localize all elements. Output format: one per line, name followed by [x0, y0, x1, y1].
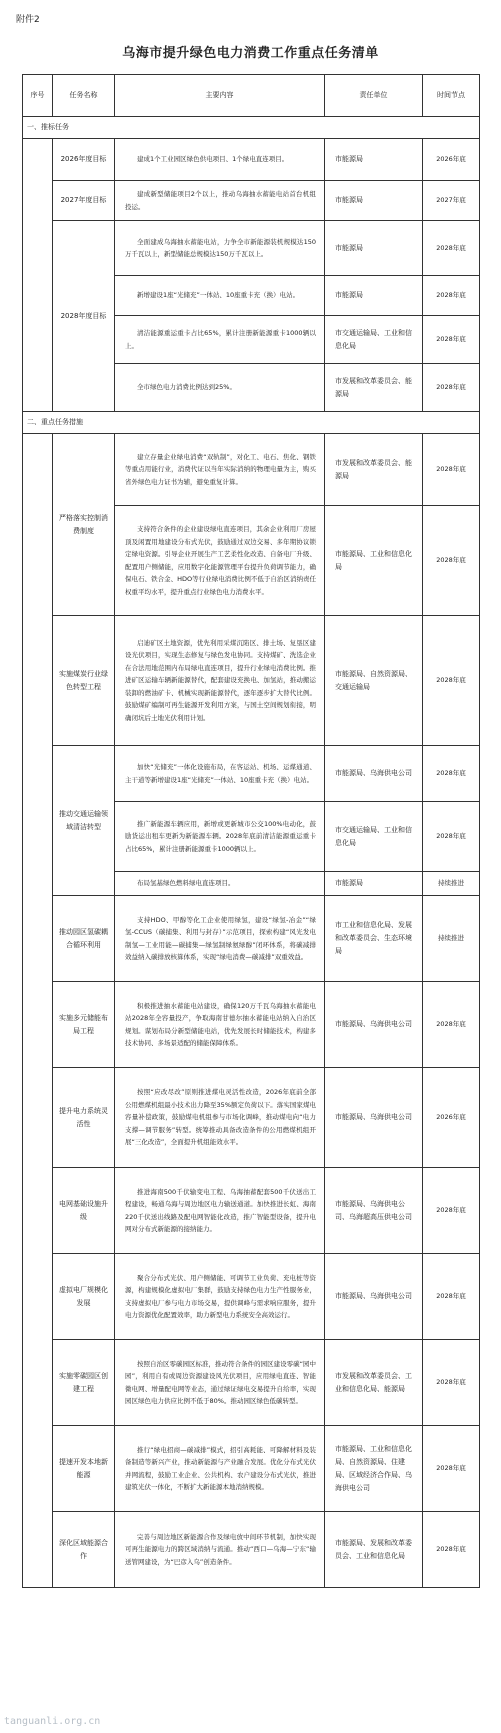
task-unit: 市能源局、乌海供电公司 [325, 1254, 423, 1340]
task-content: 清洁能源重运重卡占比65%，累计注册新能源重卡1000辆以上。 [115, 316, 325, 364]
task-unit: 市发展和改革委员会、能源局 [325, 434, 423, 506]
table-row [23, 1068, 480, 1168]
task-content: 建立存量企业绿电消费“双轨制”，对化工、电石、焦化、钢铁等重点用能行业，消费代证以当年实际消纳的物理电量为主，购买省外绿色电力证书为辅，避免重复计算。 [115, 434, 325, 506]
table-row [23, 221, 480, 276]
task-unit: 市能源局 [325, 221, 423, 276]
task-name: 推动园区氢碳耦合循环利用 [53, 896, 115, 982]
header-time: 时间节点 [423, 75, 480, 117]
attachment-label: 附件2 [16, 15, 40, 25]
task-name: 虚拟电厂规模化发展 [53, 1254, 115, 1340]
table-row [23, 434, 480, 506]
task-content: 全面建成乌海抽水蓄能电站，力争全市新能源装机规模达150万千瓦以上，新型储能总规模达150万千瓦以上。 [115, 221, 325, 276]
task-name: 实施零碳园区创建工程 [53, 1340, 115, 1426]
section-title: 一、推标任务 [23, 117, 480, 139]
task-content: 按照“应改尽改”原则推进煤电灵活性改造，2026年底前全部公用燃煤机组最小技术出力降至35%额定负荷以下。落实国家煤电容量补偿政策，鼓励煤电机组参与市场化调峰，推动煤电向“电力支撑—调节服务”转型。统筹推动具备改造条件的公用燃煤机组开展“三化改造”，全面提升机组能效水平。 [115, 1068, 325, 1168]
task-time: 2028年底 [423, 364, 480, 412]
header-no: 序号 [23, 75, 53, 117]
task-name: 提升电力系统灵活性 [53, 1068, 115, 1168]
section-title: 二、重点任务措施 [23, 412, 480, 434]
task-name: 严格落实控制消费制度 [53, 434, 115, 616]
table-row [23, 896, 480, 982]
task-time: 2028年底 [423, 434, 480, 506]
task-unit: 市工业和信息化局、发展和改革委员会、生态环境局 [325, 896, 423, 982]
header-unit: 责任单位 [325, 75, 423, 117]
task-time: 2028年底 [423, 616, 480, 746]
task-content: 加快“光储充”一体化设施布局，在客运站、机场、运煤通道、主干道等新增建设1座“光储充”一体站、10座重卡充（换）电站。 [115, 746, 325, 802]
task-content: 积极推进抽水蓄能电站建设，确保120万千瓦乌海抽水蓄能电站2028年全容量投产，争取海南甘德尔抽水蓄能电站纳入自治区规划。谋划布局分新型储能电站，优先发展长时储能技术，构建多技术协同、多场景适配的储能保障体系。 [115, 982, 325, 1068]
table-row [23, 1340, 480, 1426]
table-row [23, 1426, 480, 1512]
task-name: 提速开发本地新能源 [53, 1426, 115, 1512]
task-content: 推广新能源车辆应用，新增或更新城市公交100%电动化，鼓励货运出租车更新为新能源车辆。2028年底前清洁能源重运重卡占比65%，累计注册新能源重卡1000辆以上。 [115, 802, 325, 872]
page-title: 乌海市提升绿色电力消费工作重点任务清单 [122, 46, 379, 61]
task-content: 推行“绿电招商—碳减排”模式，招引高耗能、可降解材料及装备制造等新兴产业，推动新能源与产业融合发展。优化分布式光伏并网流程，鼓励工业企业、公共机构、农户建设分布式光伏，推进建筑光伏一体化，不断扩大新能源本地消纳规模。 [115, 1426, 325, 1512]
task-unit: 市能源局 [325, 139, 423, 181]
table-row [23, 616, 480, 746]
task-time: 2026年底 [423, 1068, 480, 1168]
task-name: 深化区域能源合作 [53, 1512, 115, 1588]
table-row [23, 1254, 480, 1340]
section-row [23, 117, 480, 139]
task-content: 建成1个工业园区绿色供电项目、1个绿电直连项目。 [115, 139, 325, 181]
task-time: 持续推进 [423, 896, 480, 982]
task-name: 实施煤炭行业绿色转型工程 [53, 616, 115, 746]
header-content: 主要内容 [115, 75, 325, 117]
task-unit: 市发展和改革委员会、工业和信息化局、能源局 [325, 1340, 423, 1426]
task-time: 2028年底 [423, 506, 480, 616]
task-unit: 市交通运输局、工业和信息化局 [325, 802, 423, 872]
table-row [23, 982, 480, 1068]
watermark: tanguanli.org.cn [4, 1716, 101, 1727]
task-content: 全市绿色电力消费比例达到25%。 [115, 364, 325, 412]
task-name: 2028年度目标 [53, 221, 115, 412]
task-unit: 市能源局、乌海供电公司 [325, 746, 423, 802]
task-content: 新增建设1座“光储充”一体站、10座重卡充（换）电站。 [115, 276, 325, 316]
task-time: 2028年底 [423, 1512, 480, 1588]
task-time: 2028年底 [423, 802, 480, 872]
task-unit: 市能源局、乌海供电公司 [325, 1068, 423, 1168]
task-name: 2027年度目标 [53, 181, 115, 221]
task-unit: 市能源局、乌海供电公司、乌海超高压供电公司 [325, 1168, 423, 1254]
task-content: 按照自治区零碳园区标准，推动符合条件的园区建设零碳“园中园”，利用自有或周边资源建设风光伏项目，应用绿电直连、智能微电网、增量配电网等业态，通过绿证绿电交易提升自给率，实现园区绿色电力供应比例不低于80%。推动园区绿色低碳转型。 [115, 1340, 325, 1426]
task-content: 完善与周边地区新能源合作及绿电放中间环节机制，加快实现可再生能源电力的跨区域消纳与流通。推动“西口—乌海—宁东”输送管网建设，为“巴彦入乌”创造条件。 [115, 1512, 325, 1588]
task-time: 2026年底 [423, 139, 480, 181]
task-unit: 市发展和改革委员会、能源局 [325, 364, 423, 412]
task-content: 启迪矿区土地资源，优先利用采煤沉陷区、排土场、复垦区建设光伏项目，实现生态修复与绿色发电协同。支持煤矿、洗选企业在合法用地范围内布局绿电直连项目，提升行业绿电消费比例。推进矿区运输车辆新能源替代，配套建设充换电、加氢站，推动搬运装卸的燃油矿卡、机械实现新能源替代，逐年逐步扩大替代比例。鼓励煤矿编制可再生能源开发利用方案，与国土空间规划衔接，明确闭坑后土地光伏利用计划。 [115, 616, 325, 746]
task-time: 2028年底 [423, 316, 480, 364]
task-name: 实施多元储能布局工程 [53, 982, 115, 1068]
task-time: 2028年底 [423, 746, 480, 802]
task-content: 建成新型储能项目2个以上，推动乌海抽水蓄能电站首台机组投运。 [115, 181, 325, 221]
task-time: 2028年底 [423, 1168, 480, 1254]
task-unit: 市能源局、工业和信息化局、自然资源局、住建局、区域经济合作局、乌海供电公司 [325, 1426, 423, 1512]
task-unit: 市能源局 [325, 276, 423, 316]
task-time: 2028年底 [423, 1254, 480, 1340]
task-name: 2026年度目标 [53, 139, 115, 181]
task-time: 2028年底 [423, 982, 480, 1068]
table-row [23, 139, 480, 181]
task-content: 聚合分布式光伏、用户侧储能、可调节工业负荷、充电桩等资源，构建规模化虚拟电厂集群，鼓励支持绿色电力生产性服务业，支持虚拟电厂参与电力市场交易，提供调峰与需求响应服务，提升电力资源优化配置效率，助力新型电力系统安全高效运行。 [115, 1254, 325, 1340]
task-unit: 市交通运输局、工业和信息化局 [325, 316, 423, 364]
section-row [23, 412, 480, 434]
task-time: 2028年底 [423, 1426, 480, 1512]
task-unit: 市能源局、乌海供电公司 [325, 982, 423, 1068]
task-time: 2028年底 [423, 276, 480, 316]
header-task: 任务名称 [53, 75, 115, 117]
task-name: 电网基础设施升级 [53, 1168, 115, 1254]
task-content: 推进海南500千伏输变电工程、乌海抽蓄配套500千伏送出工程建设，畅通乌海与周边地区电力输送通道。加快推进长虹、海南220千伏送出线路及配电网智能化改造，推广智能型设备，提升电网对分布式新能源的接纳能力。 [115, 1168, 325, 1254]
task-unit: 市能源局、工业和信息化局 [325, 506, 423, 616]
task-unit: 市能源局、发展和改革委员会、工业和信息化局 [325, 1512, 423, 1588]
table-row [23, 746, 480, 802]
task-unit: 市能源局 [325, 181, 423, 221]
table-header-row [23, 75, 480, 117]
task-content: 布局氢基绿色燃料绿电直连项目。 [115, 872, 325, 896]
task-unit: 市能源局、自然资源局、交通运输局 [325, 616, 423, 746]
task-time: 2028年底 [423, 1340, 480, 1426]
task-unit: 市能源局 [325, 872, 423, 896]
task-time: 2027年底 [423, 181, 480, 221]
table-row [23, 181, 480, 221]
task-name: 推动交通运输领域清洁转型 [53, 746, 115, 896]
task-time: 持续推进 [423, 872, 480, 896]
task-table [22, 74, 479, 1588]
table-row [23, 1168, 480, 1254]
task-content: 支持符合条件的企业建设绿电直连项目，其余企业利用厂房屋顶及闲置用地建设分布式光伏，鼓励通过双边交易、多年期协议锁定绿电资源。引导企业开展生产工艺柔性化改造、自备电厂升级、配置用户侧储能，应用数字化能源管理平台提升负荷调节能力，确保电石、铁合金、HDO等行业绿电消费比例不低于自治区消纳责任权重平均水平，提升重点行业绿色电力消费水平。 [115, 506, 325, 616]
table-row [23, 1512, 480, 1588]
task-content: 支持HDO、甲醇等化工企业使用绿氢，建设“绿氢-冶金”“绿氢-CCUS（碳捕集、利用与封存）”示范项目，探索构建“风光发电制氢—工业用能—碳捕集—绿氢制绿氨绿醇”闭环体系，将碳减排效益纳入碳排放核算体系，实现“绿电消费—碳减排”双重效益。 [115, 896, 325, 982]
task-time: 2028年底 [423, 221, 480, 276]
